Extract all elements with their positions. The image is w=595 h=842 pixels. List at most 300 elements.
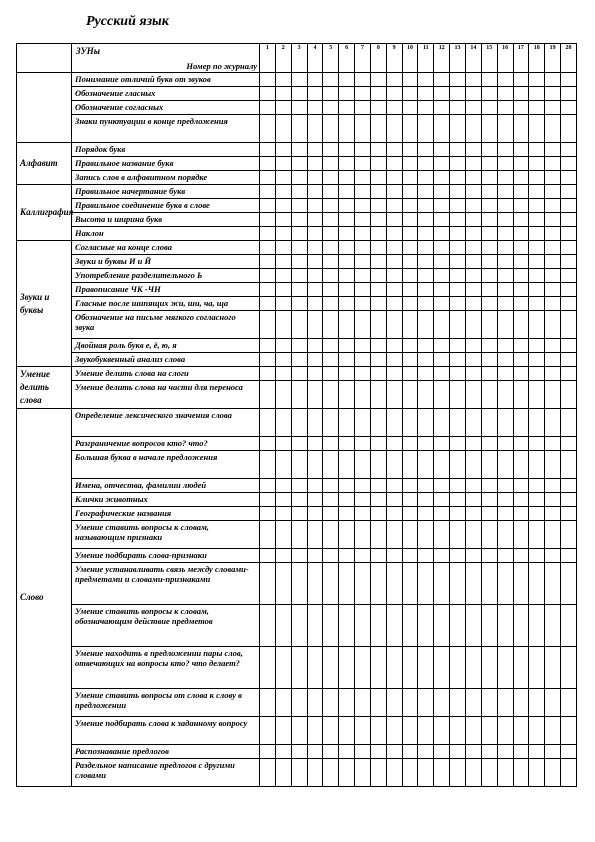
- grade-cell[interactable]: [275, 717, 291, 745]
- grade-cell[interactable]: [370, 339, 386, 353]
- grade-cell[interactable]: [497, 157, 513, 171]
- grade-cell[interactable]: [481, 353, 497, 367]
- grade-cell[interactable]: [291, 717, 307, 745]
- grade-cell[interactable]: [513, 157, 529, 171]
- grade-cell[interactable]: [481, 605, 497, 647]
- grade-cell[interactable]: [465, 549, 481, 563]
- grade-cell[interactable]: [434, 745, 450, 759]
- grade-cell[interactable]: [307, 451, 323, 479]
- grade-cell[interactable]: [529, 269, 545, 283]
- grade-cell[interactable]: [260, 339, 276, 353]
- grade-cell[interactable]: [513, 745, 529, 759]
- grade-cell[interactable]: [545, 353, 561, 367]
- grade-cell[interactable]: [450, 717, 466, 745]
- grade-cell[interactable]: [561, 759, 577, 787]
- grade-cell[interactable]: [450, 689, 466, 717]
- grade-cell[interactable]: [307, 311, 323, 339]
- grade-cell[interactable]: [529, 409, 545, 437]
- grade-cell[interactable]: [545, 269, 561, 283]
- grade-cell[interactable]: [260, 493, 276, 507]
- grade-cell[interactable]: [307, 255, 323, 269]
- grade-cell[interactable]: [291, 353, 307, 367]
- grade-cell[interactable]: [561, 73, 577, 87]
- grade-cell[interactable]: [275, 479, 291, 493]
- grade-cell[interactable]: [481, 549, 497, 563]
- grade-cell[interactable]: [481, 563, 497, 605]
- grade-cell[interactable]: [307, 101, 323, 115]
- grade-cell[interactable]: [545, 199, 561, 213]
- grade-cell[interactable]: [260, 451, 276, 479]
- grade-cell[interactable]: [450, 115, 466, 143]
- grade-cell[interactable]: [513, 143, 529, 157]
- grade-cell[interactable]: [465, 759, 481, 787]
- grade-cell[interactable]: [450, 647, 466, 689]
- grade-cell[interactable]: [260, 507, 276, 521]
- grade-cell[interactable]: [450, 241, 466, 255]
- grade-cell[interactable]: [529, 759, 545, 787]
- grade-cell[interactable]: [323, 605, 339, 647]
- grade-cell[interactable]: [323, 451, 339, 479]
- grade-cell[interactable]: [355, 227, 371, 241]
- grade-cell[interactable]: [418, 409, 434, 437]
- grade-cell[interactable]: [465, 563, 481, 605]
- grade-cell[interactable]: [386, 115, 402, 143]
- grade-cell[interactable]: [450, 339, 466, 353]
- grade-cell[interactable]: [355, 157, 371, 171]
- grade-cell[interactable]: [561, 353, 577, 367]
- grade-cell[interactable]: [275, 311, 291, 339]
- grade-cell[interactable]: [386, 157, 402, 171]
- grade-cell[interactable]: [481, 717, 497, 745]
- grade-cell[interactable]: [434, 647, 450, 689]
- grade-cell[interactable]: [545, 73, 561, 87]
- grade-cell[interactable]: [370, 717, 386, 745]
- grade-cell[interactable]: [339, 437, 355, 451]
- grade-cell[interactable]: [323, 143, 339, 157]
- grade-cell[interactable]: [339, 521, 355, 549]
- grade-cell[interactable]: [561, 115, 577, 143]
- grade-cell[interactable]: [450, 521, 466, 549]
- grade-cell[interactable]: [434, 409, 450, 437]
- grade-cell[interactable]: [386, 213, 402, 227]
- grade-cell[interactable]: [434, 157, 450, 171]
- grade-cell[interactable]: [497, 311, 513, 339]
- grade-cell[interactable]: [355, 143, 371, 157]
- grade-cell[interactable]: [260, 409, 276, 437]
- grade-cell[interactable]: [323, 297, 339, 311]
- grade-cell[interactable]: [434, 493, 450, 507]
- grade-cell[interactable]: [275, 73, 291, 87]
- grade-cell[interactable]: [402, 493, 418, 507]
- grade-cell[interactable]: [529, 479, 545, 493]
- grade-cell[interactable]: [291, 605, 307, 647]
- grade-cell[interactable]: [561, 507, 577, 521]
- grade-cell[interactable]: [323, 409, 339, 437]
- grade-cell[interactable]: [402, 73, 418, 87]
- grade-cell[interactable]: [260, 367, 276, 381]
- grade-cell[interactable]: [402, 409, 418, 437]
- grade-cell[interactable]: [450, 171, 466, 185]
- grade-cell[interactable]: [450, 437, 466, 451]
- grade-cell[interactable]: [513, 311, 529, 339]
- grade-cell[interactable]: [513, 437, 529, 451]
- grade-cell[interactable]: [434, 297, 450, 311]
- grade-cell[interactable]: [402, 507, 418, 521]
- grade-cell[interactable]: [481, 199, 497, 213]
- grade-cell[interactable]: [561, 143, 577, 157]
- grade-cell[interactable]: [450, 507, 466, 521]
- grade-cell[interactable]: [513, 269, 529, 283]
- grade-cell[interactable]: [497, 199, 513, 213]
- grade-cell[interactable]: [370, 199, 386, 213]
- grade-cell[interactable]: [323, 213, 339, 227]
- grade-cell[interactable]: [545, 143, 561, 157]
- grade-cell[interactable]: [465, 283, 481, 297]
- grade-cell[interactable]: [307, 185, 323, 199]
- grade-cell[interactable]: [529, 87, 545, 101]
- grade-cell[interactable]: [418, 227, 434, 241]
- grade-cell[interactable]: [370, 479, 386, 493]
- grade-cell[interactable]: [561, 199, 577, 213]
- grade-cell[interactable]: [545, 213, 561, 227]
- grade-cell[interactable]: [323, 745, 339, 759]
- grade-cell[interactable]: [402, 283, 418, 297]
- grade-cell[interactable]: [339, 507, 355, 521]
- grade-cell[interactable]: [561, 549, 577, 563]
- grade-cell[interactable]: [529, 227, 545, 241]
- grade-cell[interactable]: [465, 647, 481, 689]
- grade-cell[interactable]: [323, 101, 339, 115]
- grade-cell[interactable]: [355, 199, 371, 213]
- grade-cell[interactable]: [465, 143, 481, 157]
- grade-cell[interactable]: [529, 647, 545, 689]
- grade-cell[interactable]: [355, 689, 371, 717]
- grade-cell[interactable]: [450, 213, 466, 227]
- grade-cell[interactable]: [561, 437, 577, 451]
- grade-cell[interactable]: [275, 87, 291, 101]
- grade-cell[interactable]: [355, 493, 371, 507]
- grade-cell[interactable]: [497, 689, 513, 717]
- grade-cell[interactable]: [481, 185, 497, 199]
- grade-cell[interactable]: [561, 101, 577, 115]
- grade-cell[interactable]: [402, 759, 418, 787]
- grade-cell[interactable]: [370, 115, 386, 143]
- grade-cell[interactable]: [402, 717, 418, 745]
- grade-cell[interactable]: [402, 185, 418, 199]
- grade-cell[interactable]: [260, 115, 276, 143]
- grade-cell[interactable]: [370, 283, 386, 297]
- grade-cell[interactable]: [561, 367, 577, 381]
- grade-cell[interactable]: [307, 87, 323, 101]
- grade-cell[interactable]: [513, 521, 529, 549]
- grade-cell[interactable]: [291, 241, 307, 255]
- grade-cell[interactable]: [418, 689, 434, 717]
- grade-cell[interactable]: [370, 269, 386, 283]
- grade-cell[interactable]: [355, 171, 371, 185]
- grade-cell[interactable]: [481, 521, 497, 549]
- grade-cell[interactable]: [497, 759, 513, 787]
- grade-cell[interactable]: [323, 227, 339, 241]
- grade-cell[interactable]: [418, 283, 434, 297]
- grade-cell[interactable]: [402, 353, 418, 367]
- grade-cell[interactable]: [465, 311, 481, 339]
- grade-cell[interactable]: [339, 381, 355, 409]
- grade-cell[interactable]: [370, 759, 386, 787]
- grade-cell[interactable]: [275, 353, 291, 367]
- grade-cell[interactable]: [291, 409, 307, 437]
- grade-cell[interactable]: [434, 311, 450, 339]
- grade-cell[interactable]: [355, 115, 371, 143]
- grade-cell[interactable]: [481, 339, 497, 353]
- grade-cell[interactable]: [275, 241, 291, 255]
- grade-cell[interactable]: [465, 339, 481, 353]
- grade-cell[interactable]: [370, 157, 386, 171]
- grade-cell[interactable]: [450, 493, 466, 507]
- grade-cell[interactable]: [545, 311, 561, 339]
- grade-cell[interactable]: [545, 549, 561, 563]
- grade-cell[interactable]: [545, 339, 561, 353]
- grade-cell[interactable]: [529, 73, 545, 87]
- grade-cell[interactable]: [386, 745, 402, 759]
- grade-cell[interactable]: [561, 745, 577, 759]
- grade-cell[interactable]: [545, 507, 561, 521]
- grade-cell[interactable]: [339, 353, 355, 367]
- grade-cell[interactable]: [307, 507, 323, 521]
- grade-cell[interactable]: [402, 689, 418, 717]
- grade-cell[interactable]: [513, 367, 529, 381]
- grade-cell[interactable]: [291, 745, 307, 759]
- grade-cell[interactable]: [370, 171, 386, 185]
- grade-cell[interactable]: [513, 507, 529, 521]
- grade-cell[interactable]: [497, 451, 513, 479]
- grade-cell[interactable]: [481, 143, 497, 157]
- grade-cell[interactable]: [545, 409, 561, 437]
- grade-cell[interactable]: [386, 185, 402, 199]
- grade-cell[interactable]: [355, 647, 371, 689]
- grade-cell[interactable]: [339, 101, 355, 115]
- grade-cell[interactable]: [323, 255, 339, 269]
- grade-cell[interactable]: [370, 437, 386, 451]
- grade-cell[interactable]: [434, 563, 450, 605]
- grade-cell[interactable]: [418, 297, 434, 311]
- grade-cell[interactable]: [481, 283, 497, 297]
- grade-cell[interactable]: [450, 367, 466, 381]
- grade-cell[interactable]: [323, 549, 339, 563]
- grade-cell[interactable]: [418, 717, 434, 745]
- grade-cell[interactable]: [370, 605, 386, 647]
- grade-cell[interactable]: [529, 549, 545, 563]
- grade-cell[interactable]: [513, 563, 529, 605]
- grade-cell[interactable]: [418, 87, 434, 101]
- grade-cell[interactable]: [307, 339, 323, 353]
- grade-cell[interactable]: [529, 745, 545, 759]
- grade-cell[interactable]: [561, 605, 577, 647]
- grade-cell[interactable]: [418, 521, 434, 549]
- grade-cell[interactable]: [497, 367, 513, 381]
- grade-cell[interactable]: [291, 311, 307, 339]
- grade-cell[interactable]: [513, 717, 529, 745]
- grade-cell[interactable]: [434, 367, 450, 381]
- grade-cell[interactable]: [355, 507, 371, 521]
- grade-cell[interactable]: [323, 241, 339, 255]
- grade-cell[interactable]: [386, 605, 402, 647]
- grade-cell[interactable]: [323, 367, 339, 381]
- grade-cell[interactable]: [465, 87, 481, 101]
- grade-cell[interactable]: [323, 381, 339, 409]
- grade-cell[interactable]: [307, 479, 323, 493]
- grade-cell[interactable]: [450, 185, 466, 199]
- grade-cell[interactable]: [339, 171, 355, 185]
- grade-cell[interactable]: [450, 255, 466, 269]
- grade-cell[interactable]: [465, 409, 481, 437]
- grade-cell[interactable]: [355, 451, 371, 479]
- grade-cell[interactable]: [307, 171, 323, 185]
- grade-cell[interactable]: [529, 157, 545, 171]
- grade-cell[interactable]: [339, 493, 355, 507]
- grade-cell[interactable]: [339, 563, 355, 605]
- grade-cell[interactable]: [275, 507, 291, 521]
- grade-cell[interactable]: [307, 717, 323, 745]
- grade-cell[interactable]: [402, 157, 418, 171]
- grade-cell[interactable]: [402, 199, 418, 213]
- grade-cell[interactable]: [529, 521, 545, 549]
- grade-cell[interactable]: [402, 451, 418, 479]
- grade-cell[interactable]: [355, 283, 371, 297]
- grade-cell[interactable]: [339, 185, 355, 199]
- grade-cell[interactable]: [386, 339, 402, 353]
- grade-cell[interactable]: [355, 241, 371, 255]
- grade-cell[interactable]: [418, 647, 434, 689]
- grade-cell[interactable]: [370, 297, 386, 311]
- grade-cell[interactable]: [545, 759, 561, 787]
- grade-cell[interactable]: [386, 759, 402, 787]
- grade-cell[interactable]: [275, 759, 291, 787]
- grade-cell[interactable]: [481, 409, 497, 437]
- grade-cell[interactable]: [561, 563, 577, 605]
- grade-cell[interactable]: [529, 367, 545, 381]
- grade-cell[interactable]: [561, 521, 577, 549]
- grade-cell[interactable]: [355, 367, 371, 381]
- grade-cell[interactable]: [402, 605, 418, 647]
- grade-cell[interactable]: [291, 73, 307, 87]
- grade-cell[interactable]: [434, 283, 450, 297]
- grade-cell[interactable]: [402, 745, 418, 759]
- grade-cell[interactable]: [323, 507, 339, 521]
- grade-cell[interactable]: [450, 199, 466, 213]
- grade-cell[interactable]: [561, 241, 577, 255]
- grade-cell[interactable]: [275, 199, 291, 213]
- grade-cell[interactable]: [513, 227, 529, 241]
- grade-cell[interactable]: [307, 549, 323, 563]
- grade-cell[interactable]: [260, 241, 276, 255]
- grade-cell[interactable]: [561, 493, 577, 507]
- grade-cell[interactable]: [275, 647, 291, 689]
- grade-cell[interactable]: [450, 269, 466, 283]
- grade-cell[interactable]: [307, 227, 323, 241]
- grade-cell[interactable]: [465, 115, 481, 143]
- grade-cell[interactable]: [481, 157, 497, 171]
- grade-cell[interactable]: [402, 269, 418, 283]
- grade-cell[interactable]: [450, 73, 466, 87]
- grade-cell[interactable]: [386, 493, 402, 507]
- grade-cell[interactable]: [402, 647, 418, 689]
- grade-cell[interactable]: [434, 213, 450, 227]
- grade-cell[interactable]: [434, 381, 450, 409]
- grade-cell[interactable]: [418, 269, 434, 283]
- grade-cell[interactable]: [561, 451, 577, 479]
- grade-cell[interactable]: [418, 759, 434, 787]
- grade-cell[interactable]: [323, 479, 339, 493]
- grade-cell[interactable]: [465, 745, 481, 759]
- grade-cell[interactable]: [418, 311, 434, 339]
- grade-cell[interactable]: [450, 759, 466, 787]
- grade-cell[interactable]: [402, 297, 418, 311]
- grade-cell[interactable]: [291, 157, 307, 171]
- grade-cell[interactable]: [275, 549, 291, 563]
- grade-cell[interactable]: [323, 171, 339, 185]
- grade-cell[interactable]: [339, 339, 355, 353]
- grade-cell[interactable]: [545, 745, 561, 759]
- grade-cell[interactable]: [402, 171, 418, 185]
- grade-cell[interactable]: [323, 185, 339, 199]
- grade-cell[interactable]: [497, 115, 513, 143]
- grade-cell[interactable]: [434, 115, 450, 143]
- grade-cell[interactable]: [275, 381, 291, 409]
- grade-cell[interactable]: [545, 297, 561, 311]
- grade-cell[interactable]: [545, 171, 561, 185]
- grade-cell[interactable]: [275, 255, 291, 269]
- grade-cell[interactable]: [450, 605, 466, 647]
- grade-cell[interactable]: [275, 115, 291, 143]
- grade-cell[interactable]: [418, 255, 434, 269]
- grade-cell[interactable]: [355, 437, 371, 451]
- grade-cell[interactable]: [402, 437, 418, 451]
- grade-cell[interactable]: [513, 101, 529, 115]
- grade-cell[interactable]: [402, 563, 418, 605]
- grade-cell[interactable]: [434, 143, 450, 157]
- grade-cell[interactable]: [386, 297, 402, 311]
- grade-cell[interactable]: [529, 311, 545, 339]
- grade-cell[interactable]: [291, 143, 307, 157]
- grade-cell[interactable]: [513, 479, 529, 493]
- grade-cell[interactable]: [260, 605, 276, 647]
- grade-cell[interactable]: [545, 157, 561, 171]
- grade-cell[interactable]: [465, 227, 481, 241]
- grade-cell[interactable]: [561, 297, 577, 311]
- grade-cell[interactable]: [291, 759, 307, 787]
- grade-cell[interactable]: [260, 283, 276, 297]
- grade-cell[interactable]: [513, 255, 529, 269]
- grade-cell[interactable]: [386, 437, 402, 451]
- grade-cell[interactable]: [307, 647, 323, 689]
- grade-cell[interactable]: [307, 409, 323, 437]
- grade-cell[interactable]: [529, 255, 545, 269]
- grade-cell[interactable]: [545, 493, 561, 507]
- grade-cell[interactable]: [291, 227, 307, 241]
- grade-cell[interactable]: [497, 409, 513, 437]
- grade-cell[interactable]: [465, 157, 481, 171]
- grade-cell[interactable]: [497, 353, 513, 367]
- grade-cell[interactable]: [513, 199, 529, 213]
- grade-cell[interactable]: [291, 521, 307, 549]
- grade-cell[interactable]: [323, 647, 339, 689]
- grade-cell[interactable]: [355, 339, 371, 353]
- grade-cell[interactable]: [497, 297, 513, 311]
- grade-cell[interactable]: [355, 297, 371, 311]
- grade-cell[interactable]: [275, 745, 291, 759]
- grade-cell[interactable]: [418, 479, 434, 493]
- grade-cell[interactable]: [465, 269, 481, 283]
